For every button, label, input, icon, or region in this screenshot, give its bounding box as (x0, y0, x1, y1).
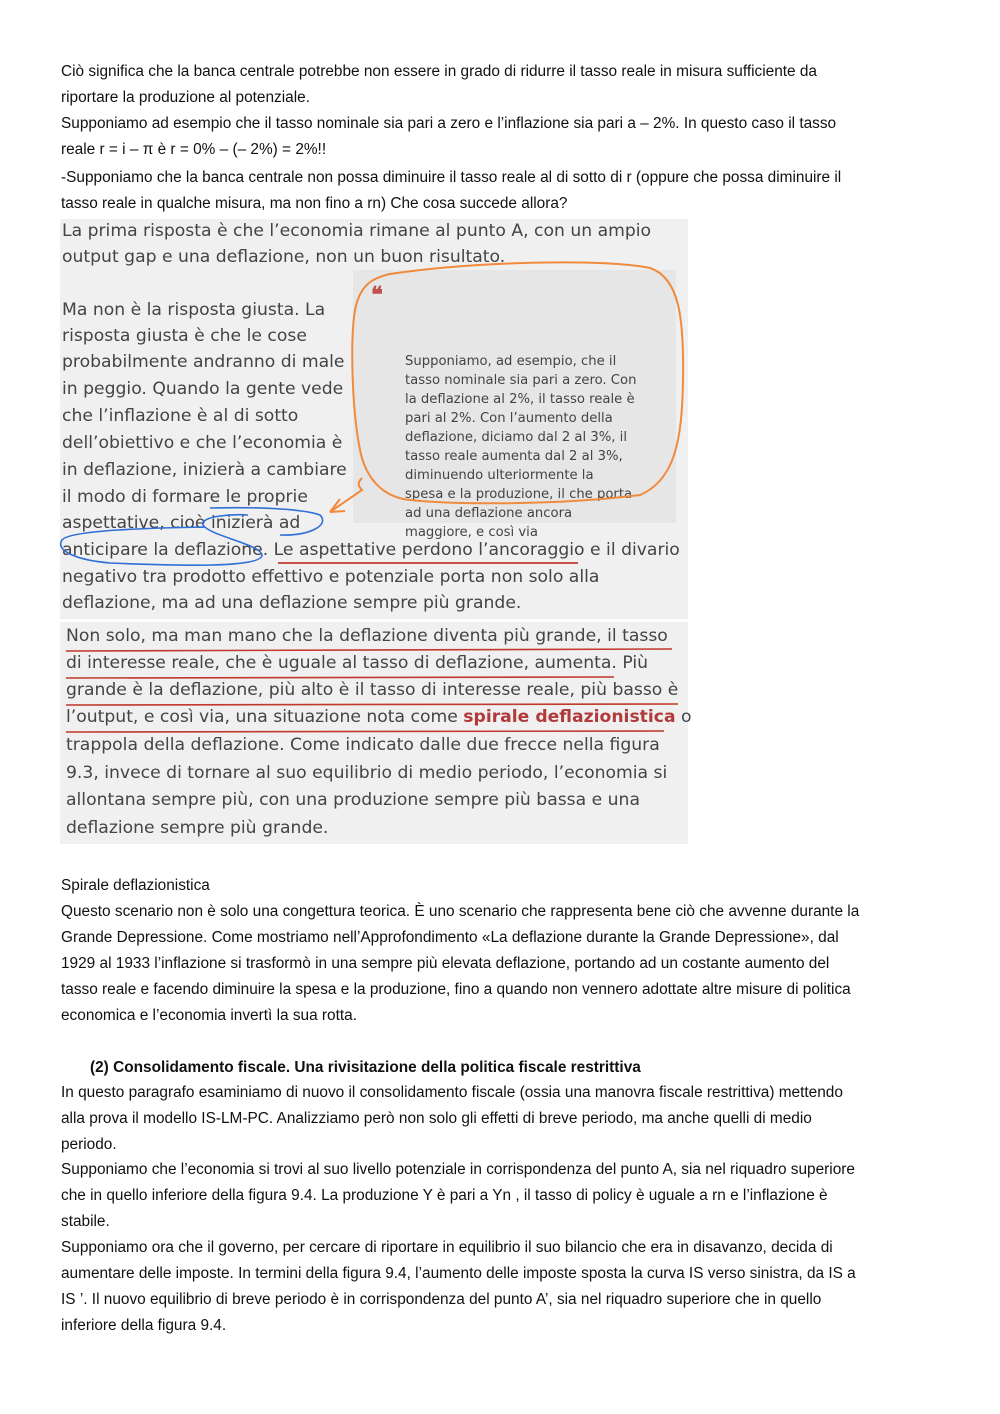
text-span: o (675, 707, 692, 727)
text-line: economica e l’economia invertì la sua rotta. (61, 1007, 357, 1024)
text-line: Supponiamo che l’economia si trovi al suo livello potenziale in corrispondenza del punto A, sia nel riquadro superiore (61, 1161, 855, 1178)
text-line: il modo di formare le proprie (62, 487, 308, 507)
scanned-excerpt-1 (60, 219, 688, 619)
text-line: inferiore della figura 9.4. (61, 1317, 227, 1334)
key-term: spirale deflazionistica (463, 707, 676, 727)
text-line: Questo scenario non è solo una congettura teorica. È uno scenario che rappresenta bene ciò che avvenne durante la (61, 903, 860, 920)
text-line: tasso reale e facendo diminuire la spesa e la produzione, fino a quando non vennero adottate altre misure di politica (61, 981, 851, 998)
text-line: reale r = i – π è r = 0% – (– 2%) = 2%!! (61, 141, 327, 158)
text-line: Ciò significa che la banca centrale potrebbe non essere in grado di ridurre il tasso reale in misura sufficiente da (61, 63, 817, 80)
scanned-excerpt-2 (60, 622, 692, 844)
text-line: Grande Depressione. Come mostriamo nell’Approfondimento «La deflazione durante la Grande Depressione», dal (61, 929, 839, 946)
text-line: alla prova il modello IS-LM-PC. Analizziamo però non solo gli effetti di breve periodo, ma anche quelli di medio (61, 1110, 812, 1127)
quote-line: deflazione, diciamo dal 2 al 3%, il (405, 430, 627, 445)
text-line: deflazione sempre più grande. (66, 818, 329, 838)
text-line: dell’obiettivo e che l’economia è (62, 433, 343, 453)
quote-line: tasso reale aumenta dal 2 al 3%, (405, 449, 623, 464)
text-line: in deflazione, inizierà a cambiare (62, 460, 347, 480)
text-line: in peggio. Quando la gente vede (62, 379, 344, 399)
pull-quote-box (353, 270, 676, 540)
quote-line: la deflazione al 2%, il tasso reale è (405, 392, 635, 407)
quote-line: pari al 2%. Con l’aumento della (405, 411, 613, 426)
text-line: Non solo, ma man mano che la deflazione diventa più grande, il tasso (66, 626, 668, 646)
text-line (66, 704, 692, 731)
text-line: stabile. (61, 1213, 110, 1230)
text-line: output gap e una deflazione, non un buon risultato. (62, 247, 506, 267)
text-line: periodo. (61, 1136, 117, 1153)
text-span: l’output, e così via, una situazione nota come (66, 707, 464, 727)
text-line: aumentare delle imposte. In termini della figura 9.4, l’aumento delle imposte sposta la curva IS verso sinistra, da IS a (61, 1265, 856, 1282)
quote-line: spesa e la produzione, il che porta (405, 487, 633, 502)
text-line: probabilmente andranno di male (62, 352, 345, 372)
text-line: anticipare la deflazione. Le aspettative perdono l’ancoraggio e il divario (62, 540, 680, 560)
text-line: 9.3, invece di tornare al suo equilibrio di medio periodo, l’economia si (66, 763, 668, 783)
quote-line: tasso nominale sia pari a zero. Con (405, 373, 637, 388)
text-line: trappola della deflazione. Come indicato dalle due frecce nella figura (66, 735, 660, 755)
text-line: La prima risposta è che l’economia rimane al punto A, con un ampio (62, 221, 652, 241)
text-line: riportare la produzione al potenziale. (61, 89, 310, 106)
text-line: che l’inflazione è al di sotto (62, 406, 299, 426)
text-line: In questo paragrafo esaminiamo di nuovo il consolidamento fiscale (ossia una manovra fiscale restrittiva) mettendo (61, 1084, 843, 1101)
text-line: grande è la deflazione, più alto è il tasso di interesse reale, più basso è (66, 680, 679, 700)
quote-line: maggiore, e così via (405, 525, 538, 540)
text-line: negativo tra prodotto effettivo e potenziale porta non solo alla (62, 567, 600, 587)
text-line: tasso reale in qualche misura, ma non fino a rn) Che cosa succede allora? (61, 195, 568, 212)
text-line: Supponiamo ora che il governo, per cercare di riportare in equilibrio il suo bilancio che era in disavanzo, decida di (61, 1239, 833, 1256)
text-line: IS ’. Il nuovo equilibrio di breve periodo è in corrispondenza del punto A’, sia nel riquadro superiore che in quello (61, 1291, 822, 1308)
section-title: Spirale deflazionistica (61, 877, 210, 894)
text-line: -Supponiamo che la banca centrale non possa diminuire il tasso reale al di sotto di r (oppure che possa diminuire il (61, 169, 842, 186)
text-line: che in quello inferiore della figura 9.4. La produzione Y è pari a Yn , il tasso di policy è uguale a rn e l’inflazione è (61, 1187, 828, 1204)
quote-line: ad una deflazione ancora (405, 506, 573, 521)
quote-icon: ❝ (371, 282, 383, 308)
quote-line: diminuendo ulteriormente la (405, 468, 594, 483)
text-line: di interesse reale, che è uguale al tasso di deflazione, aumenta. Più (66, 653, 648, 673)
text-line: Supponiamo ad esempio che il tasso nominale sia pari a zero e l’inflazione sia pari a – 2%. In questo caso il tasso (61, 115, 837, 132)
text-line: 1929 al 1933 l’inflazione si trasformò in una sempre più elevata deflazione, portando ad un costante aumento del (61, 955, 830, 972)
text-line: aspettative, cioè inizierà ad (62, 513, 301, 533)
text-line: deflazione, ma ad una deflazione sempre più grande. (62, 593, 522, 613)
quote-line: Supponiamo, ad esempio, che il (405, 354, 617, 369)
text-line: Ma non è la risposta giusta. La (62, 300, 326, 320)
text-line: risposta giusta è che le cose (62, 326, 307, 346)
section-heading: (2) Consolidamento fiscale. Una rivisitazione della politica fiscale restrittiva (90, 1059, 641, 1076)
text-line: allontana sempre più, con una produzione sempre più bassa e una (66, 790, 640, 810)
